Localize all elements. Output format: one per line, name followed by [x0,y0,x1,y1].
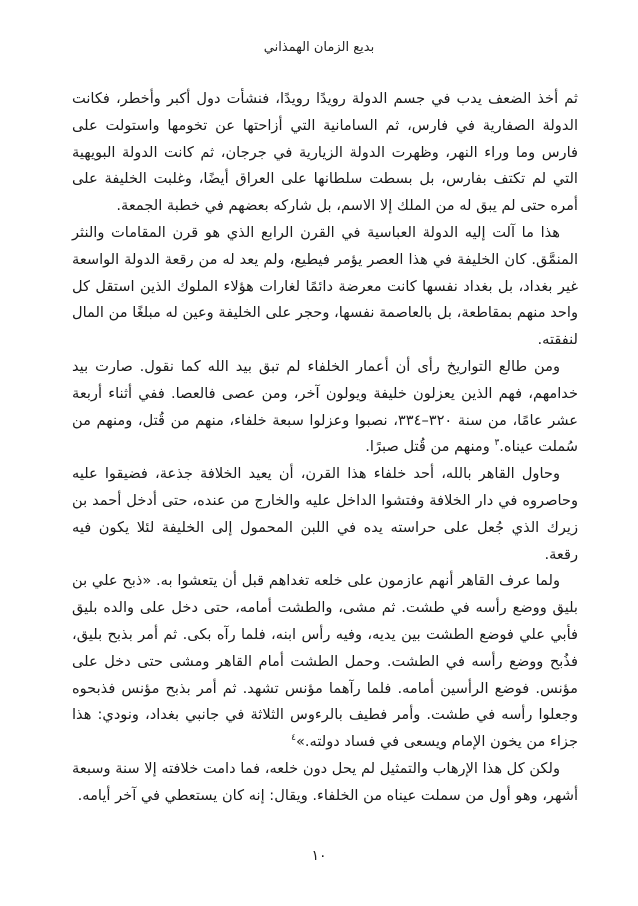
paragraph-4 [72,461,578,568]
paragraph-text-after: ومنهم من قُتل صبرًا. [365,438,495,456]
paragraph-1 [72,86,578,220]
paragraph-text: ثم أخذ الضعف يدب في جسم الدولة رويدًا رويدًا، فنشأت دول أكبر وأخطر، فكانت الدولة الصفارية في فارس، ثم السامانية التي أزاحتها عن تخومها واستولت على فارس وما وراء النهر، وظهرت الدولة الزيارية في جرجان، ثم كانت الدولة البويهية التي لم تكتف بفارس، بل بسطت سلطانها على العراق أيضًا، وغلبت الخليفة على أمره حتى لم يبق له من الملك إلا الاسم، بل شاركه بعضهم في خطبة الجمعة. [72,90,578,215]
paragraph-text: هذا ما آلت إليه الدولة العباسية في القرن الرابع الذي هو قرن المقامات والنثر المنمَّق. كان الخليفة في هذا العصر يؤمر فيطيع، ولم يعد له من رقعة الدولة الواسعة غير بغداد، بل بغداد نفسها كانت معرضة دائمًا لغارات هؤلاء الملوك الذين استقل كل واحد منهم بمقاطعة، بل بالعاصمة نفسها، وحجر على الخليفة وعين له مبلغًا من المال لنفقته. [72,223,578,349]
paragraph-2 [72,220,578,354]
paragraph-6 [72,756,578,810]
paragraph-5 [72,568,578,756]
footnote-marker: ٣ [494,438,500,449]
paragraph-text: ومن طالع التواريخ رأى أن أعمار الخلفاء لم تبق بيد الله كما نقول. صارت بيد خدامهم، فهم الذين يعزلون خليفة ويولون آخر، ومن عصى فالعصا. ففي أثناء أربعة عشر عامًا، من سنة ٣٢٠–٣٣٤، نصبوا وعزلوا سبعة خلفاء، منهم من قُتل، ومنهم من سُملت عيناه. [72,357,578,456]
body-text [72,86,578,810]
footnote-marker: ٤ [291,733,296,744]
paragraph-text: وحاول القاهر بالله، أحد خلفاء هذا القرن، أن يعيد الخلافة جذعة، فضيقوا عليه وحاصروه في دار الخلافة وفتشوا الداخل عليه والخارج من عنده، حتى أدخل أحمد بن زيرك الذي جُعل على حراسته يده في اللبن المحمول إلى الخليفة لئلا يكون فيه رقعة. [72,465,578,563]
paragraph-3 [72,354,578,461]
paragraph-text: ولما عرف القاهر أنهم عازمون على خلعه تغداهم قبل أن يتعشوا به. «ذبح علي بن بليق ووضع رأسه في طشت. ثم مشى، والطشت أمامه، حتى دخل على والده بليق فأبي علي فوضع الطشت بين يديه، وفيه رأس ابنه، فلما رآه بكى. ثم أمر بذبح بليق، فذُبح ووضع رأسه في الطشت. وحمل الطشت أمام القاهر ومشى حتى دخل على مؤنس. فوضع الرأسين أمامه. فلما رآهما مؤنس تشهد. ثم أمر بذبح مؤنس فذبحوه وجعلوا رأسه في طشت. وأمر فطيف بالرءوس الثلاثة في جانبي بغداد، ونودي: هذا جزاء من يخون الإمام ويسعى في فساد دولته.» [72,572,578,751]
page-number: ١٠ [311,848,327,864]
paragraph-text: ولكن كل هذا الإرهاب والتمثيل لم يحل دون خلعه، فما دامت خلافته إلا سنة وسبعة أشهر، وهو أول من سملت عيناه من الخلفاء. ويقال: إنه كان يستعطي في آخر أيامه. [72,759,578,804]
running-title: بديع الزمان الهمذاني [263,40,375,55]
